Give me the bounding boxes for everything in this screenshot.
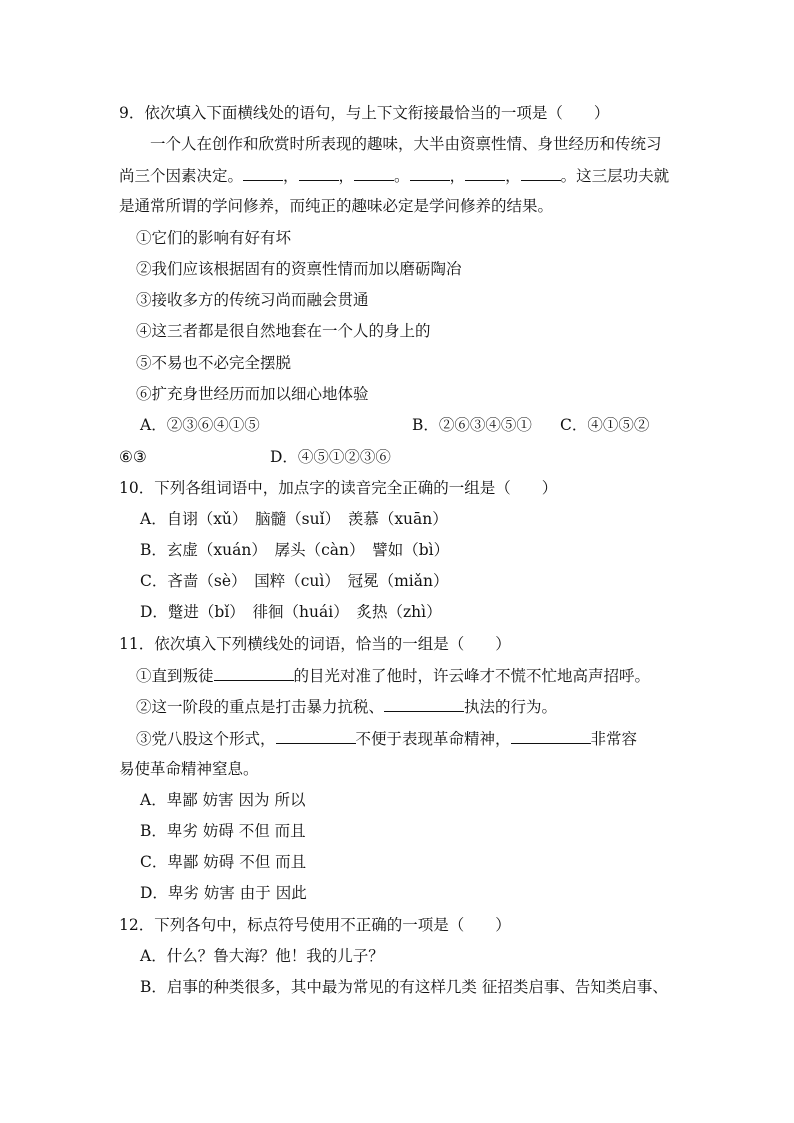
q9-passage-end: 。这三层功夫就	[560, 167, 670, 185]
q11-s1-part2: 的目光对准了他时，许云峰才不慌不忙地高声招呼。	[293, 667, 651, 685]
q12-stem: 12．下列各句中，标点符号使用不正确的一项是（ ）	[119, 916, 511, 934]
q12-option-a: A．什么？鲁大海？他！我的儿子？	[140, 947, 384, 965]
q11-sentence-3-cont: 易使革命精神窒息。	[119, 760, 259, 778]
q9-passage-line1: 一个人在创作和欣赏时所表现的趣味，大半由资禀性情、身世经历和传统习	[150, 135, 662, 153]
q9-stem: 9．依次填入下面横线处的语句，与上下文衔接最恰当的一项是（ ）	[119, 104, 610, 122]
q9-item-6: ⑥扩充身世经历而加以细心地体验	[136, 385, 369, 403]
q11-s3-part1: ③党八股这个形式，	[136, 730, 276, 748]
q9-option-d: D．④⑤①②③⑥	[270, 448, 391, 466]
blank-3	[354, 164, 394, 181]
q9-passage-line3: 是通常所谓的学问修养，而纯正的趣味必定是学问修养的结果。	[119, 197, 554, 215]
blank-1	[243, 164, 283, 181]
blank-5	[465, 164, 505, 181]
q9-option-c: C．④①⑤②	[560, 416, 650, 434]
q10-option-b: B．玄虚（xuán） 孱头（càn） 譬如（bì）	[140, 541, 450, 559]
q11-s1-part1: ①直到叛徒	[136, 667, 214, 685]
q10-option-c: C．吝啬（sè） 国粹（cuì） 冠冕（miǎn）	[140, 572, 449, 590]
q12-option-b: B．启事的种类很多，其中最为常见的有这样几类 征招类启事、告知类启事、	[140, 978, 668, 996]
q11-s3-part3: 非常容	[590, 730, 638, 748]
q11-s3-part2: 不便于表现革命精神，	[355, 730, 511, 748]
q11-option-b: B．卑劣 妨碍 不但 而且	[140, 822, 306, 840]
q9-item-2: ②我们应该根据固有的资禀性情而加以磨砺陶冶	[136, 260, 462, 278]
blank-2	[299, 164, 339, 181]
q9-option-c-cont: ⑥③	[119, 448, 147, 466]
q11-stem: 11．依次填入下列横线处的词语，恰当的一组是（ ）	[119, 635, 511, 653]
q9-option-a: A．②③⑥④①⑤	[140, 416, 260, 434]
q9-item-3: ③接收多方的传统习尚而融会贯通	[136, 291, 369, 309]
blank-q11-4	[511, 727, 591, 744]
q11-sentence-3	[136, 727, 637, 750]
q11-sentence-1	[136, 664, 650, 687]
q9-item-1: ①它们的影响有好有坏	[136, 229, 292, 247]
q11-s2-part2: 执法的行为。	[464, 698, 558, 716]
q9-passage-line2: 尚三个因素决定。 ， ， 。 ， ， 。这三层功夫就	[119, 164, 669, 187]
q10-option-d: D．蹩进（bǐ） 徘徊（huái） 炙热（zhì）	[140, 603, 442, 621]
q9-passage-start: 尚三个因素决定。	[119, 167, 244, 185]
q9-option-b: B．②⑥③④⑤①	[412, 416, 532, 434]
q11-option-a: A．卑鄙 妨害 因为 所以	[140, 791, 306, 809]
q10-option-a: A．自诩（xǔ） 脑髓（suǐ） 羡慕（xuān）	[140, 510, 448, 528]
q9-item-5: ⑤不易也不必完全摆脱	[136, 354, 292, 372]
blank-6	[521, 164, 561, 181]
q11-option-d: D．卑劣 妨害 由于 因此	[140, 884, 307, 902]
blank-q11-2	[384, 695, 464, 712]
blank-q11-1	[214, 664, 294, 681]
q11-sentence-2	[136, 695, 557, 718]
q9-item-4: ④这三者都是很自然地套在一个人的身上的	[136, 322, 431, 340]
blank-4	[410, 164, 450, 181]
q10-stem: 10．下列各组词语中，加点字的读音完全正确的一组是（ ）	[119, 479, 558, 497]
blank-q11-3	[276, 727, 356, 744]
q11-option-c: C．卑鄙 妨碍 不但 而且	[140, 853, 307, 871]
q11-s2-part1: ②这一阶段的重点是打击暴力抗税、	[136, 698, 385, 716]
